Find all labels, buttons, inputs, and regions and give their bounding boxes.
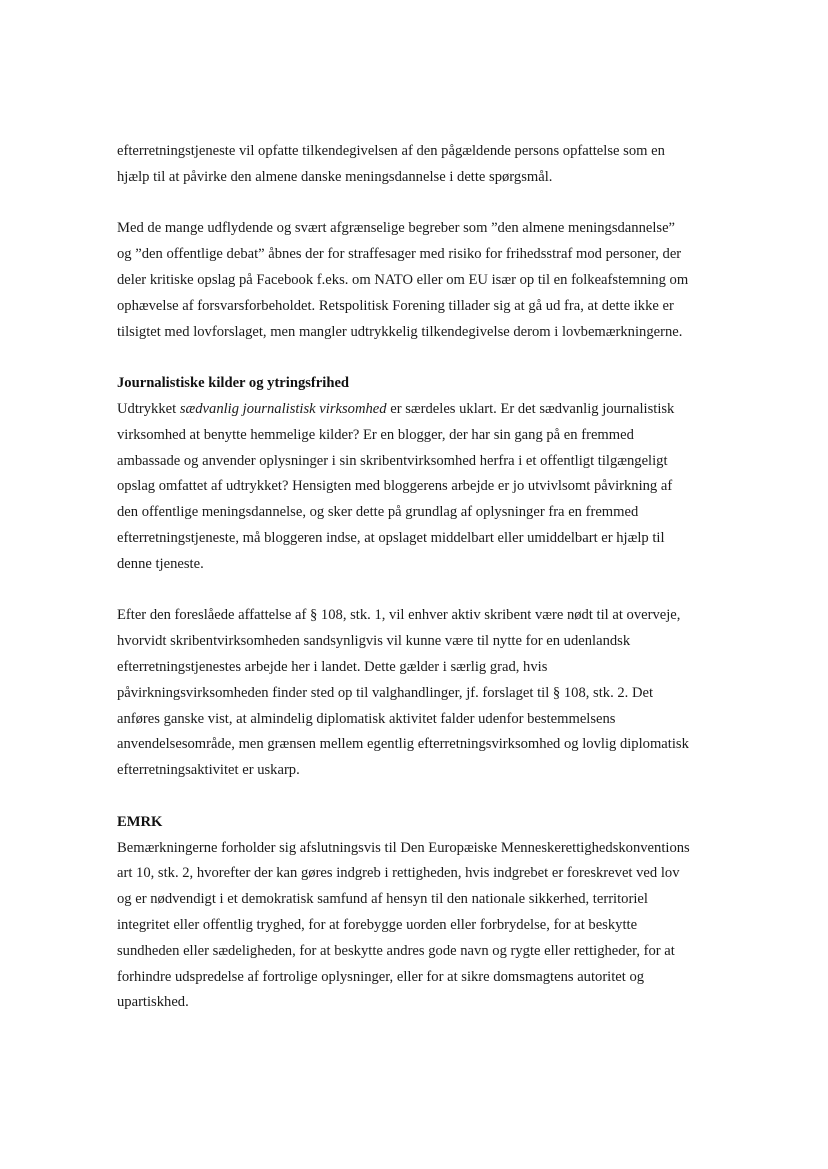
text-fragment: er særdeles uklart. Er det sædvanlig journalistisk [386,400,675,417]
text-line: anvendelsesområde, men grænsen mellem egentlig efterretningsvirksomhed og lovlig diplomatisk [117,736,689,753]
text-line: deler kritiske opslag på Facebook f.eks. om NATO eller om EU især op til en folkeafstemning om [117,271,689,288]
text-line [117,397,713,423]
text-line: opslag omfattet af udtrykket? Hensigten med bloggerens arbejde er jo utvivlsomt påvirkning af [117,478,673,495]
text-line: efterretningstjeneste vil opfatte tilkendegivelsen af den pågældende persons opfattelse som en [117,143,665,159]
paragraph-journalistic-sources [117,397,713,578]
text-line: tilsigtet med lovforslaget, men mangler udtrykkelig tilkendegivelse derom i lovbemærkningerne. [117,323,683,340]
paragraph-emrk [117,836,713,1017]
text-line: forhindre udspredelse af fortrolige oplysninger, eller for at sikre domsmagtens autoritet og [117,968,645,985]
text-line: ambassade og anvender oplysninger i sin skribentvirksomhed herfra i et offentligt tilgængeligt [117,452,668,469]
paragraph-intelligence-opinion [117,139,713,191]
text-line: upartiskhed. [117,994,189,1011]
document-body [117,139,713,1042]
text-line: art 10, stk. 2, hvorefter der kan gøres indgreb i rettigheden, hvis indgrebet er foreskrevet ved lov [117,865,680,882]
section-heading-journalism: Journalistiske kilder og ytringsfrihed [117,375,350,392]
text-line: Med de mange udflydende og svært afgrænselige begreber som ”den almene meningsdannelse” [117,220,676,237]
text-line: denne tjeneste. [117,555,204,572]
text-line: integritet eller offentlig tryghed, for at forebygge uorden eller forbrydelse, for at beskytte [117,916,638,933]
text-line: påvirkningsvirksomheden finder sted op til valghandlinger, jf. forslaget til § 108, stk. 2. Det [117,684,654,701]
text-line: og ”den offentlige debat” åbnes der for straffesager med risiko for frihedsstraf mod personer, der [117,246,682,263]
text-line: sundheden eller sædeligheden, for at beskytte andres gode navn og rygte eller rettigheder, for at [117,942,675,959]
text-line: efterretningstjenestes arbejde her i landet. Dette gælder i særlig grad, hvis [117,658,548,675]
paragraph-section-108 [117,603,713,784]
text-line: og er nødvendigt i et demokratisk samfund af hensyn til den nationale sikkerhed, territoriel [117,891,648,908]
text-fragment: Udtrykket [117,400,180,417]
paragraph-public-debate [117,216,713,345]
text-line: hjælp til at påvirke den almene danske meningsdannelse i dette spørgsmål. [117,168,553,185]
text-line: ophævelse af forsvarsforbeholdet. Retspolitisk Forening tillader sig at gå ud fra, at dette ikke er [117,297,674,314]
text-line: efterretningstjeneste, må bloggeren indse, at opslaget middelbart eller umiddelbart er hjælp til [117,529,665,546]
text-line: hvorvidt skribentvirksomheden sandsynligvis vil kunne være til nytte for en udenlandsk [117,633,631,650]
italic-term: sædvanlig journalistisk virksomhed [179,400,387,417]
text-line: anføres ganske vist, at almindelig diplomatisk aktivitet falder udenfor bestemmelsens [117,710,616,727]
text-line: Efter den foreslåede affattelse af § 108, stk. 1, vil enhver aktiv skribent være nødt til at overveje, [117,607,681,624]
text-line: virksomhed at benytte hemmelige kilder? Er en blogger, der har sin gang på en fremmed [117,426,634,443]
section-heading-emrk: EMRK [117,813,163,830]
text-line: efterretningsaktivitet er uskarp. [117,762,300,779]
text-line: den offentlige meningsdannelse, og sker dette på grundlag af oplysninger fra en fremmed [117,504,639,521]
text-line: Bemærkningerne forholder sig afslutningsvis til Den Europæiske Menneskerettighedskonventions [117,839,690,856]
